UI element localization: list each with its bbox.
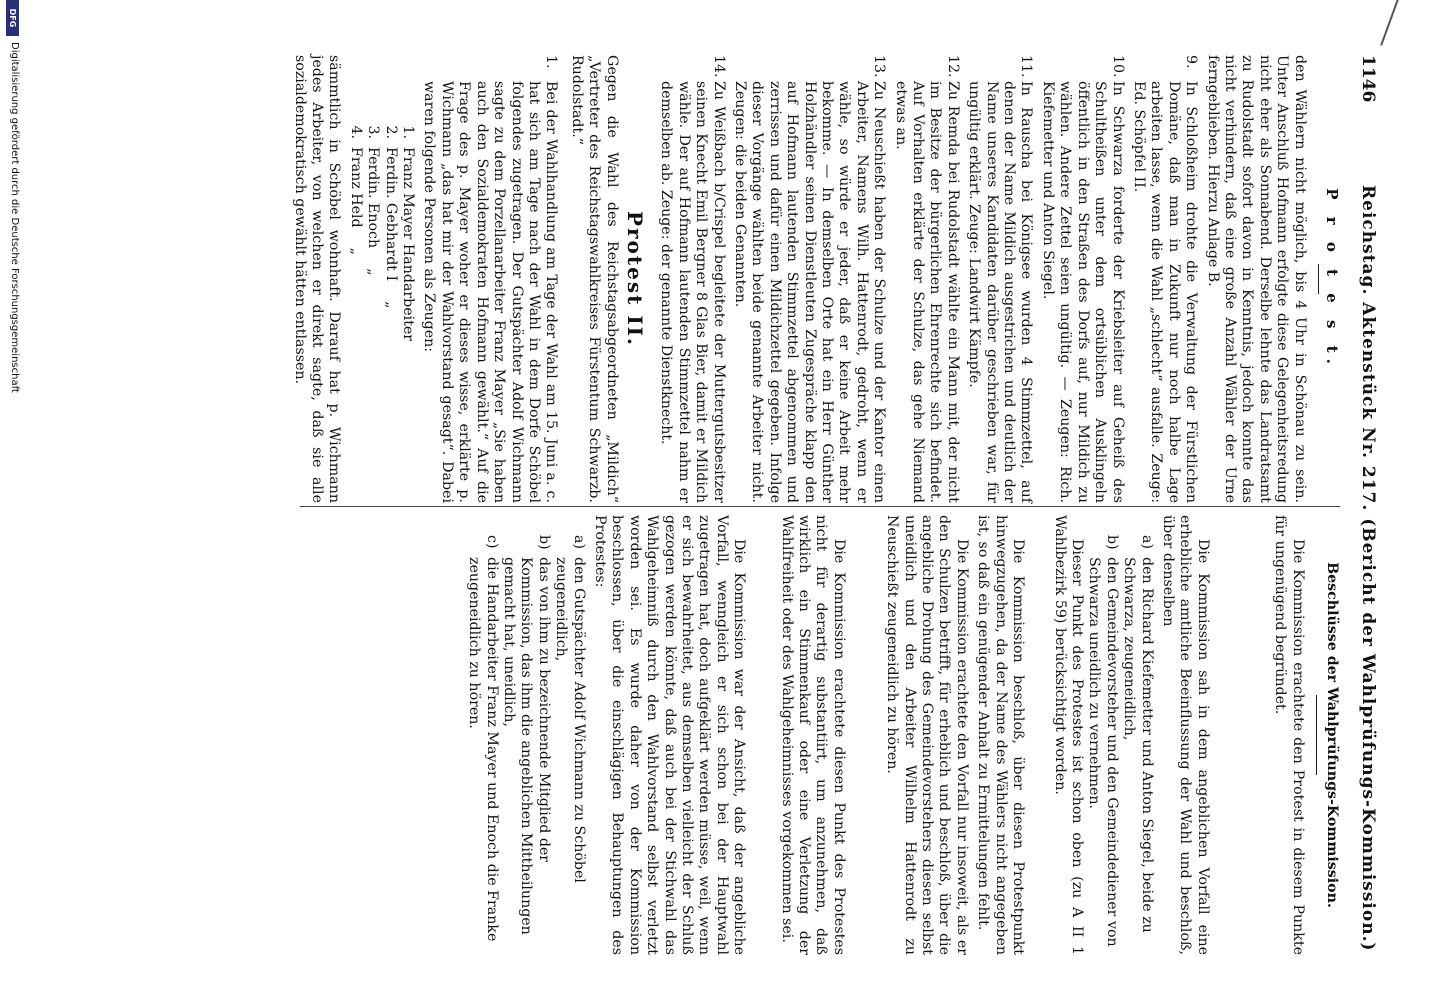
item-text: In Schwarza forderte der Kriebsleiter auf Geheiß des Schultheißen unter dem ortsüblichen Ausklingeln öffentlich in den Straßen des Dorfs auf, nur Mildich zu wählen. Andere Zettel seien ungültig. — Zeugen: Rich. Kiefemetter und Anton Siegel. (1039, 81, 1126, 503)
decision-paragraph: Die Kommission war der Ansicht, daß der angebliche Vorfall, wenngleich er sich schon bei der Hauptwahl zugetragen hat, doch aufgeklärt werden müsse, weil, wenn er sich bewahrheitet, aus demselben vielleicht der Schluß gezogen werden könnte, daß auch bei der Stichwahl das Wahlgeheimniß durch den Wahlvorstand selbst verletzt worden sei. Es wurde daher von der Kommission beschlossen, über die einschlägigen Behauptungen des Protestes: (592, 515, 748, 955)
item-number: 10. (1109, 55, 1126, 78)
decision-paragraph: Dieser Punkt des Protestes ist schon oben (zu A II 1 Wahlbezirk 59) berücksichtigt worden. (1051, 515, 1085, 955)
item-text: Zu Neuschießt haben der Schulze und der Kantor einen Arbeiter, Namens Wilh. Hattenrodt, gedroht, wenn er wähle, so würde er jeder, daß er keine Arbeit mehr bekomme. — In demselben Orte hat ein Herr Günther Holzhändler seinen Dienstleuten Zugespräche klapp den auf Hofmann lautenden Stimmzettel abgenommen und zerrissen und dafür einen Mildichzettel gegeben. Infolge dieser Vorgänge wählten beide genannte Arbeiter nicht. Zeugen: die beiden Genannten. (732, 81, 888, 503)
item-text: Bei der Wahlhandlung am Tage der Wahl am 15. Juni a. c. hat sich am Tage nach der Wahl in dem Dorfe Schöbel folgendes zugetragen. Der Gutspächter Adolf Wichmann sagte zu dem Porzellanarbeiter Franz Mayer „Sie haben auch den Sozialdemokraten Hofmann gewählt.“ Auf die Frage des p. Mayer woher er dieses wisse, erklärte p. Wichmann „das hat mir der Wahlvorstand gesagt“. Dabei waren folgende Personen als Zeugen: (421, 81, 560, 503)
protest-item (1130, 55, 1200, 503)
item-text: In Schloßheim drohte die Verwaltung der Fürstlichen Domäne, daß man in Zukunft nur noch halbe Lage arbeiten lasse, wenn die Wahl „schlecht“ ausfalle. Zeuge: Ed. Schöpfel II. (1130, 81, 1200, 503)
heading-rule (1316, 695, 1317, 775)
protest-item (731, 55, 888, 503)
witness-entry: 2. Ferdin. Gebhardt I „ (382, 125, 399, 309)
heading-rule (1318, 264, 1319, 294)
decision-subitem: b) den Gemeindevorsteher und den Gemeindediener von Schwarza uneidlich zu vernehmen. (1086, 535, 1120, 947)
protest-item (657, 55, 727, 503)
decision-subitem: a) den Richard Kiefemetter und Anton Siegel, beide zu Schwarza, zeugeneidlich, (1121, 535, 1155, 933)
decision-subitem: b) das von ihm zu bezeichnende Mitglied der Kommission, das ihm die angeblichen Mittheilungen gemacht hat, uneidlich, (500, 535, 552, 935)
protest-against: Gegen die Wahl des Reichstagsabgeordneten „Mildich“ „Vertreter des Reichstagswahlkreises Fürstentum Schwarzb. Rudolstadt.“ (568, 55, 620, 503)
item-text: Zu Weißbach b/Crispel begleitete der Muttergutsbesitzer seinen Knecht Emil Bergner 8 Glas Bier, damit er Mildich wähle. Der auf Hofmann lautenden Stimmzettel nahm er demselben ab. Zeuge: der genannte Dienstknecht. (658, 81, 727, 503)
page-number: 1146 (1358, 55, 1378, 103)
item-number: 12. (944, 55, 961, 78)
page-header (1348, 55, 1378, 955)
continuation-paragraph: den Wählern nicht möglich, bis 4 Uhr in Schönau zu sein. Unter Anschluß Hofmann erfolgte diese Gelegenheitsredung nicht eher als Sonnabend. Derselbe lehnte das Landratsamt zu Rudolstadt sofort davon in Kenntnis, jedoch konnte das nicht verhindern, daß eine große Anzahl Wähler der Urne ferngeblieben. Hierzu Anlage B. (1204, 55, 1308, 503)
running-title: Reichstag. Aktenstück Nr. 217. (Bericht der Wahlprüfungs-Kommission.) (1358, 185, 1378, 952)
decision-paragraph: Die Kommission erachtete diesen Punkt des Protestes nicht für derartig substantiirt, um anzunehmen, daß wirklich ein Stimmenkauf oder eine Verletzung der Wahlfreiheit oder des Wahlgeheimnisses vorgekommen sei. (778, 515, 847, 955)
item-number: 1. (543, 55, 560, 69)
protest-item (1039, 55, 1126, 503)
decision-subitem: c) die Handarbeiter Franz Mayer und Enoch die Franke zeugeneidlich zu hören. (466, 535, 500, 942)
decision-paragraph: Die Kommission sah in dem angeblichen Vorfall eine erhebliche amtliche Beeinflussung der Wahl und beschloß, über denselben (1159, 515, 1211, 955)
closing-paragraph: sämmtlich in Schöbel wohnhaft. Darauf hat p. Wichmann jedes Arbeiter, von welchen er direkt sagte, daß sie alle sozialdemokratisch gewählt hätten entlassen. (291, 55, 343, 503)
witness-entry: 4. Franz Held „ (347, 125, 364, 255)
item-number: 11. (1018, 55, 1035, 78)
witness-entry: 3. Ferdin. Enoch „ (365, 125, 382, 276)
decision-paragraph: Die Kommission erachtete den Vorfall nur insoweit, als er den Schulzen betrifft, für erheblich und beschloß, über die angebliche Drohung des Gemeindevorstehers diesen selbst uneidlich und den Arbeiter Wilhelm Hattenrodt zu Neuschießt zeugeneidlich zu hören. (884, 515, 970, 955)
item-number: 9. (1183, 55, 1200, 69)
protest-item (420, 55, 559, 503)
protest-column (286, 55, 1340, 503)
column-divider (300, 506, 1340, 507)
witness-entry: 1. Franz Mayer Handarbeiter (400, 125, 417, 342)
protest-ii-heading: Protest II. (622, 210, 647, 347)
commission-heading: Beschlüsse der Wahlprüfungs-Kommission. (1324, 562, 1340, 908)
item-number: 13. (871, 55, 888, 78)
protest-item (965, 55, 1035, 503)
item-text: In Rauscha bei Königsee wurden 4 Stimmzettel, auf denen der Name Mildich ausgestrichen und deutlich der Name unseres Kandidaten darüber geschrieben war, für ungültig erklärt. Zeuge: Landwirt Kämpfe. (966, 81, 1035, 503)
footer-credit: Digitalisierung gefördert durch die Deutsche Forschungsgemeinschaft (9, 42, 20, 393)
commission-column (465, 515, 1340, 955)
scan-mark (1380, 0, 1400, 46)
decision-subitem: a) den Gutspächter Adolf Wichmann zu Schöbel zeugeneidlich, (553, 535, 587, 883)
digitization-footer (0, 0, 25, 1000)
dfg-logo: DFG (6, 0, 19, 36)
decision-paragraph: Die Kommission beschloß, über diesen Protestpunkt hinwegzugehen, da der Name des Wählers nicht angegeben ist, so daß ein genügender Anhalt zu Ermittelungen fehlt. (975, 515, 1027, 955)
protest-item (891, 55, 961, 503)
column-heading-protest: P r o t e s t. (1323, 188, 1341, 370)
item-text: Zu Remda bei Rudolstadt wählte ein Mann mit, der nicht im Besitze der bürgerlichen Ehrenrechte sich befindet. Auf Vorhalten erklärte der Schulze, das gehe Niemand etwas an. (892, 81, 961, 503)
item-number: 14. (710, 55, 727, 78)
decision-paragraph: Die Kommission erachtete den Protest in diesem Punkte für ungenügend begründet. (1272, 515, 1306, 955)
witness-list (346, 115, 416, 503)
